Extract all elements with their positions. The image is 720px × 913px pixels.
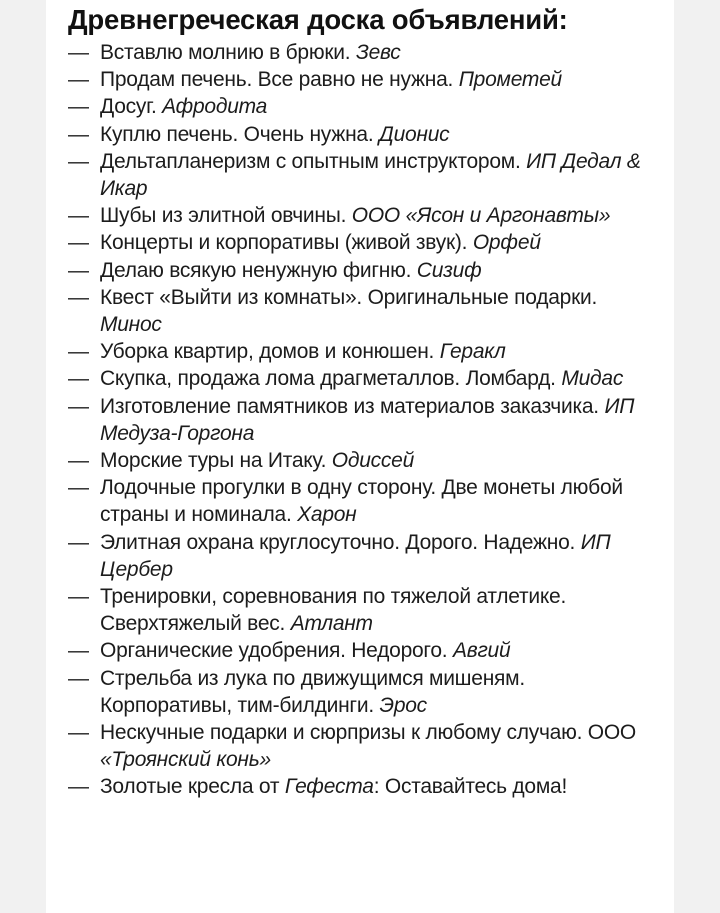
dash: — xyxy=(68,95,89,119)
ad-signature: Гефеста xyxy=(284,775,374,799)
ad-text: Скупка, продажа лома драгметаллов. Ломбард. xyxy=(100,367,562,391)
ad-text: Изготовление памятников из материалов заказчика. xyxy=(100,394,605,418)
ad-signature: Харон xyxy=(297,503,357,527)
ad-item xyxy=(68,39,658,66)
ad-item xyxy=(68,202,658,229)
dash: — xyxy=(68,204,89,228)
ad-text: Морские туры на Итаку. xyxy=(100,449,332,473)
ad-signature: Минос xyxy=(100,313,162,337)
ad-signature: Орфей xyxy=(472,231,541,255)
ad-item xyxy=(68,338,658,365)
ad-text: Досуг. xyxy=(100,95,163,119)
dash: — xyxy=(68,41,89,64)
ad-signature: Афродита xyxy=(162,95,268,119)
ad-text: Шубы из элитной овчины. xyxy=(100,204,352,228)
dash: — xyxy=(68,258,89,282)
ad-item xyxy=(68,719,658,773)
ad-signature: Геракл xyxy=(439,340,506,364)
ad-item xyxy=(68,637,658,664)
dash: — xyxy=(68,285,89,309)
ad-text: Золотые кресла от xyxy=(100,775,285,799)
dash: — xyxy=(68,394,89,418)
ad-signature: Авгий xyxy=(452,639,511,663)
ad-signature: Одиссей xyxy=(331,449,414,473)
ad-item xyxy=(68,447,658,474)
ad-text: Концерты и корпоративы (живой звук). xyxy=(100,231,473,255)
ad-signature: Дионис xyxy=(379,122,450,146)
ad-text: Нескучные подарки и сюрпризы к любому случаю. ООО xyxy=(100,721,636,745)
ad-item xyxy=(68,257,658,284)
ad-item xyxy=(68,229,658,256)
ad-item xyxy=(68,121,658,148)
ad-text: Куплю печень. Очень нужна. xyxy=(100,122,380,146)
ad-signature: Сизиф xyxy=(416,258,482,282)
dash: — xyxy=(68,68,89,92)
ad-signature: ИП Медуза-Горгона xyxy=(100,394,635,445)
ad-text: Делаю всякую ненужную фигню. xyxy=(100,258,417,282)
ad-signature: ИП Дедал & Икар xyxy=(100,149,641,201)
ad-item xyxy=(68,393,658,447)
dash: — xyxy=(68,585,89,609)
ad-text: Квест «Выйти из комнаты». Оригинальные подарки. xyxy=(100,285,598,309)
dash: — xyxy=(68,530,89,554)
ad-item xyxy=(68,93,658,120)
dash: — xyxy=(68,639,89,663)
ad-signature: Прометей xyxy=(458,68,562,92)
ad-item xyxy=(68,365,658,392)
dash: — xyxy=(68,449,89,473)
ad-signature: Атлант xyxy=(290,612,373,636)
ad-tail: : Оставайтесь дома! xyxy=(373,775,568,799)
ad-item xyxy=(68,474,658,528)
ad-text: Элитная охрана круглосуточно. Дорого. Надежно. xyxy=(100,530,581,554)
ad-item xyxy=(68,665,658,719)
dash: — xyxy=(68,122,89,146)
ad-text: Вставлю молнию в брюки. xyxy=(100,41,356,64)
ad-text: Лодочные прогулки в одну сторону. Две монеты любой страны и номинала. xyxy=(100,476,623,527)
ad-item xyxy=(68,148,658,202)
ad-signature: «Троянский конь» xyxy=(100,748,271,772)
announcement-board xyxy=(46,0,674,913)
ad-signature: ИП Цербер xyxy=(100,530,611,581)
dash: — xyxy=(68,775,89,799)
ad-text: Тренировки, соревнования по тяжелой атлетике. Сверхтяжелый вес. xyxy=(100,585,567,636)
ad-item xyxy=(68,284,658,338)
dash: — xyxy=(68,340,89,364)
ad-signature: ООО «Ясон и Аргонавты» xyxy=(351,204,611,228)
dash: — xyxy=(68,721,89,745)
ad-item xyxy=(68,583,658,637)
ad-item xyxy=(68,66,658,93)
dash: — xyxy=(68,666,89,690)
ads-list xyxy=(68,39,674,801)
ad-signature: Зевс xyxy=(355,41,401,64)
dash: — xyxy=(68,149,89,173)
ad-text: Уборка квартир, домов и конюшен. xyxy=(100,340,440,364)
ad-item xyxy=(68,529,658,583)
ad-text: Дельтапланеризм с опытным инструктором. xyxy=(100,149,527,173)
dash: — xyxy=(68,367,89,391)
ad-item xyxy=(68,773,658,800)
dash: — xyxy=(68,231,89,255)
ad-text: Продам печень. Все равно не нужна. xyxy=(100,68,459,92)
dash: — xyxy=(68,476,89,500)
ad-signature: Эрос xyxy=(379,693,427,717)
board-title: Древнегреческая доска объявлений: xyxy=(68,4,568,35)
ad-signature: Мидас xyxy=(561,367,624,391)
ad-text: Стрельба из лука по движущимся мишеням. Корпоративы, тим-билдинги. xyxy=(100,666,525,717)
ad-text: Органические удобрения. Недорого. xyxy=(100,639,453,663)
